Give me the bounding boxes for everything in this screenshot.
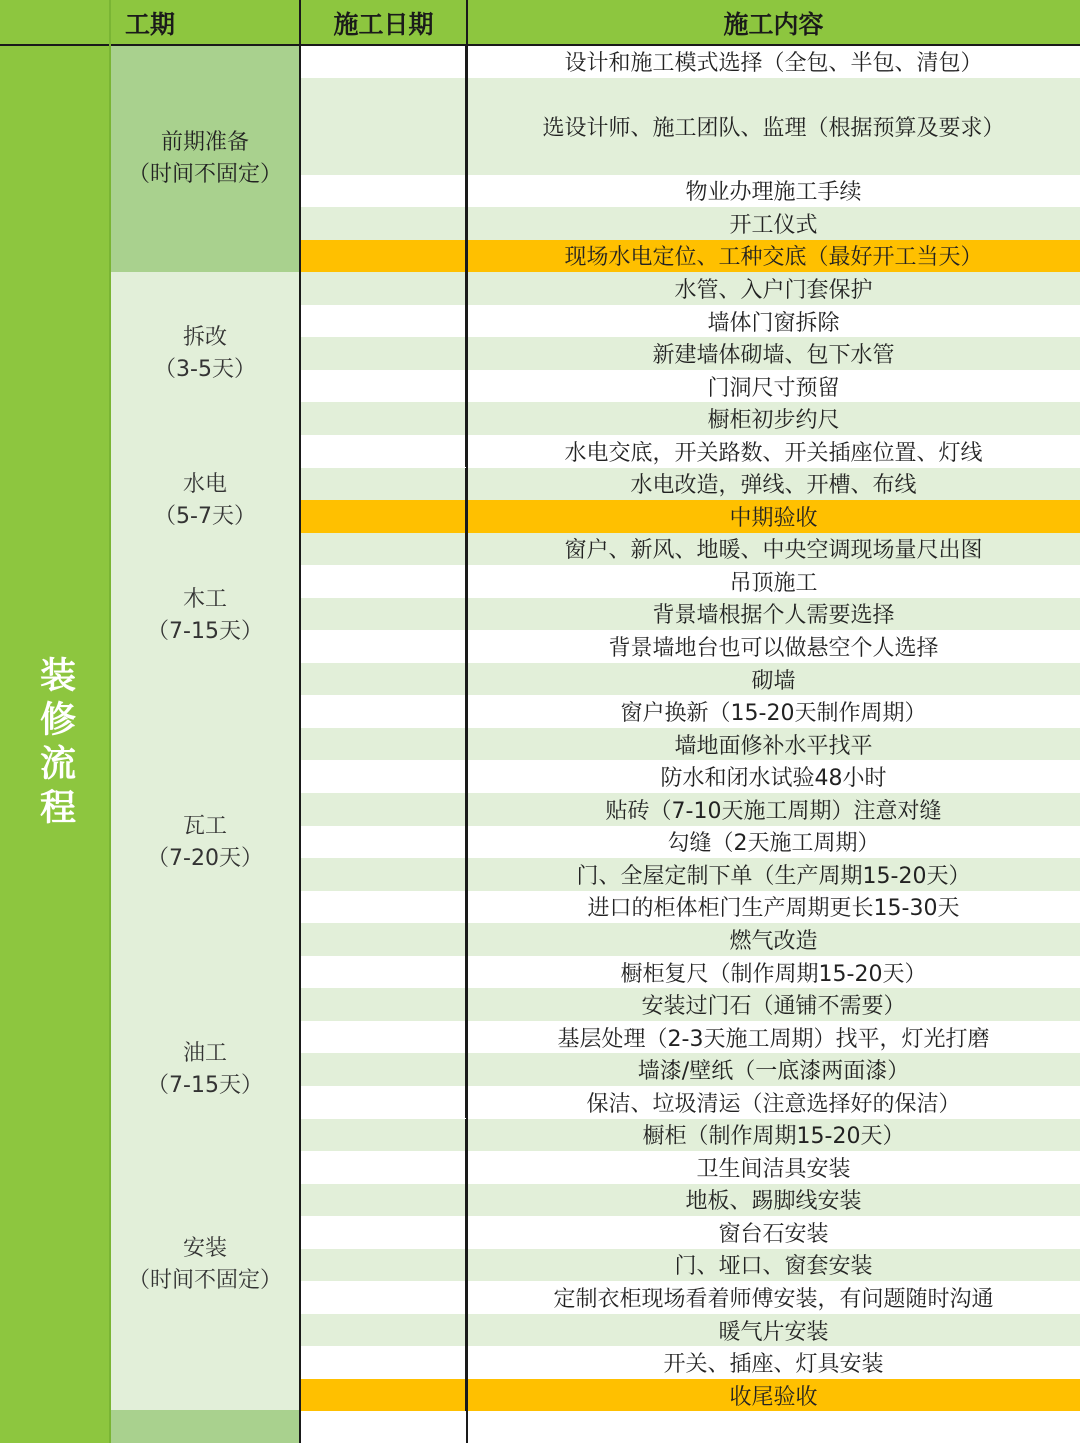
phase-installation-duration: （时间不固定） <box>127 1268 282 1293</box>
date-cell <box>300 45 467 78</box>
divider-header <box>0 44 1080 46</box>
content-cell: 窗户、新风、地暖、中央空调现场量尺出图 <box>564 538 983 564</box>
date-cell <box>300 1314 467 1347</box>
content-cell: 基层处理（2-3天施工周期）找平，灯光打磨 <box>557 1026 990 1052</box>
content-cell: 开工仪式 <box>729 212 818 238</box>
table-row <box>300 45 1080 78</box>
table-row <box>300 337 1080 370</box>
date-cell <box>300 240 467 273</box>
date-cell <box>300 923 467 956</box>
header-phase-label: 工期 <box>124 9 175 39</box>
date-cell <box>300 1281 467 1314</box>
content-cell: 勾缝（2天施工周期） <box>667 831 880 857</box>
phase-prep-name: 前期准备 <box>160 129 249 155</box>
date-cell <box>300 988 467 1021</box>
table-row <box>300 1314 1080 1347</box>
date-cell <box>300 533 467 566</box>
phase-painting <box>110 1038 300 1102</box>
date-cell <box>300 1216 467 1249</box>
table-row <box>300 858 1080 891</box>
date-cell <box>300 891 467 924</box>
content-cell: 地板、踢脚线安装 <box>685 1189 862 1215</box>
table-row <box>300 923 1080 956</box>
content-cell: 橱柜（制作周期15-20天） <box>642 1124 905 1150</box>
table-row <box>300 305 1080 338</box>
content-cell: 窗台石安装 <box>718 1221 829 1247</box>
phase-tiling-duration: （7-20天） <box>147 846 263 871</box>
milestone-row <box>300 500 1080 533</box>
date-cell <box>300 826 467 859</box>
content-cell: 背景墙根据个人需要选择 <box>652 603 895 629</box>
table-row <box>300 1119 1080 1152</box>
table-row <box>300 793 1080 826</box>
header-date-label: 施工日期 <box>333 9 434 39</box>
table-row <box>300 435 1080 468</box>
content-cell: 现场水电定位、工种交底（最好开工当天） <box>564 245 983 271</box>
date-cell <box>300 1151 467 1184</box>
date-cell <box>300 1346 467 1379</box>
divider-date-content <box>466 0 468 1443</box>
content-cell: 墙体门窗拆除 <box>707 310 840 336</box>
table-row <box>300 78 1080 175</box>
date-cell <box>300 858 467 891</box>
date-cell <box>300 468 467 501</box>
table-row <box>300 1021 1080 1054</box>
date-cell <box>300 1086 467 1119</box>
date-cell <box>300 272 467 305</box>
content-cell: 中期验收 <box>729 505 818 531</box>
date-cell <box>300 435 467 468</box>
table-row <box>300 728 1080 761</box>
phase-prep-duration: （时间不固定） <box>127 161 282 187</box>
table-row <box>300 1281 1080 1314</box>
phase-demolition-duration: （3-5天） <box>154 357 256 382</box>
divider-phase-date <box>299 0 301 1443</box>
content-cell: 定制衣柜现场看着师傅安装，有问题随时沟通 <box>553 1287 994 1313</box>
table-row <box>300 402 1080 435</box>
content-cell: 砌墙 <box>751 668 796 694</box>
content-cell: 贴砖（7-10天施工周期）注意对缝 <box>605 798 942 824</box>
content-cell: 防水和闭水试验48小时 <box>660 766 887 792</box>
milestone-row <box>300 240 1080 273</box>
phase-bottom-block <box>110 1410 300 1443</box>
table-row <box>300 1053 1080 1086</box>
date-cell <box>300 663 467 696</box>
table-row <box>300 1086 1080 1119</box>
content-cell: 墙漆/壁纸（一底漆两面漆） <box>637 1059 910 1085</box>
date-cell <box>300 1184 467 1217</box>
date-cell <box>300 956 467 989</box>
date-cell <box>300 207 467 240</box>
content-cell: 门洞尺寸预留 <box>707 375 840 401</box>
content-cell: 窗户换新（15-20天制作周期） <box>620 701 927 727</box>
content-cell: 橱柜复尺（制作周期15-20天） <box>620 961 927 987</box>
content-cell: 开关、插座、灯具安装 <box>663 1352 884 1378</box>
table-row <box>300 988 1080 1021</box>
content-cell: 新建墙体砌墙、包下水管 <box>652 343 895 369</box>
phase-installation <box>110 1233 300 1297</box>
date-cell <box>300 1053 467 1086</box>
table-row <box>300 533 1080 566</box>
phase-painting-name: 油工 <box>182 1041 227 1066</box>
phase-plumbing-electric <box>110 469 300 533</box>
content-cell: 设计和施工模式选择（全包、半包、清包） <box>564 50 983 76</box>
table-row <box>300 468 1080 501</box>
content-cell: 进口的柜体柜门生产周期更长15-30天 <box>587 896 960 922</box>
table-row <box>300 565 1080 598</box>
phase-plumbing-electric-name: 水电 <box>182 472 227 497</box>
content-cell: 物业办理施工手续 <box>685 180 862 206</box>
date-cell <box>300 695 467 728</box>
header-phase <box>0 0 300 45</box>
phase-carpentry <box>110 584 300 648</box>
date-cell <box>300 793 467 826</box>
content-cell: 水管、入户门套保护 <box>674 277 873 303</box>
date-cell <box>300 370 467 403</box>
phase-column <box>110 45 300 1443</box>
date-cell <box>300 760 467 793</box>
content-cell: 橱柜初步约尺 <box>707 408 840 434</box>
table-row <box>300 272 1080 305</box>
divider-band <box>109 0 111 1443</box>
phase-plumbing-electric-duration: （5-7天） <box>154 504 256 529</box>
table-row <box>300 630 1080 663</box>
date-cell <box>300 1379 467 1412</box>
content-cell: 安装过门石（通铺不需要） <box>641 994 906 1020</box>
table-row <box>300 760 1080 793</box>
table-row <box>300 598 1080 631</box>
phase-demolition <box>110 322 300 386</box>
date-cell <box>300 630 467 663</box>
table-row <box>300 826 1080 859</box>
content-cell: 水电改造，弹线、开槽、布线 <box>630 473 917 499</box>
date-cell <box>300 1119 467 1152</box>
header-content <box>467 0 1080 45</box>
content-cell: 水电交底，开关路数、开关插座位置、灯线 <box>564 440 983 466</box>
content-cell: 背景墙地台也可以做悬空个人选择 <box>608 636 939 662</box>
date-cell <box>300 402 467 435</box>
phase-carpentry-name: 木工 <box>182 587 227 612</box>
phase-demolition-name: 拆改 <box>182 325 227 350</box>
table-row <box>300 891 1080 924</box>
date-cell <box>300 175 467 208</box>
phase-tiling-name: 瓦工 <box>182 814 227 839</box>
phase-installation-name: 安装 <box>182 1236 227 1261</box>
table-row <box>300 207 1080 240</box>
content-cell: 暖气片安装 <box>718 1319 829 1345</box>
content-cell: 燃气改造 <box>729 928 818 954</box>
date-cell <box>300 1021 467 1054</box>
date-cell <box>300 1249 467 1282</box>
phase-prep <box>110 45 300 272</box>
phase-carpentry-duration: （7-15天） <box>147 619 263 644</box>
phase-tiling <box>110 811 300 875</box>
table-row <box>300 175 1080 208</box>
table-row <box>300 1151 1080 1184</box>
milestone-row <box>300 1379 1080 1412</box>
table-row <box>300 663 1080 696</box>
table-row <box>300 1249 1080 1282</box>
content-cell: 保洁、垃圾清运（注意选择好的保洁） <box>586 1091 961 1117</box>
content-cell: 门、全屋定制下单（生产周期15-20天） <box>576 863 971 889</box>
content-cell: 收尾验收 <box>729 1384 818 1410</box>
content-cell: 吊顶施工 <box>729 570 818 596</box>
table-row <box>300 1216 1080 1249</box>
content-cell: 卫生间洁具安装 <box>696 1156 851 1182</box>
header-content-label: 施工内容 <box>723 9 824 39</box>
date-cell <box>300 305 467 338</box>
table-row <box>300 1184 1080 1217</box>
table-row <box>300 370 1080 403</box>
date-cell <box>300 598 467 631</box>
date-cell <box>300 337 467 370</box>
table-row <box>300 1346 1080 1379</box>
table-row <box>300 956 1080 989</box>
content-cell: 墙地面修补水平找平 <box>674 733 873 759</box>
date-cell <box>300 500 467 533</box>
date-cell <box>300 565 467 598</box>
table-row <box>300 695 1080 728</box>
date-cell <box>300 78 467 175</box>
content-cell: 门、垭口、窗套安装 <box>674 1254 873 1280</box>
phase-painting-duration: （7-15天） <box>147 1073 263 1098</box>
side-title: 装修流程 <box>0 45 110 1443</box>
content-cell: 选设计师、施工团队、监理（根据预算及要求） <box>542 115 1005 141</box>
header-date <box>300 0 467 45</box>
date-cell <box>300 728 467 761</box>
